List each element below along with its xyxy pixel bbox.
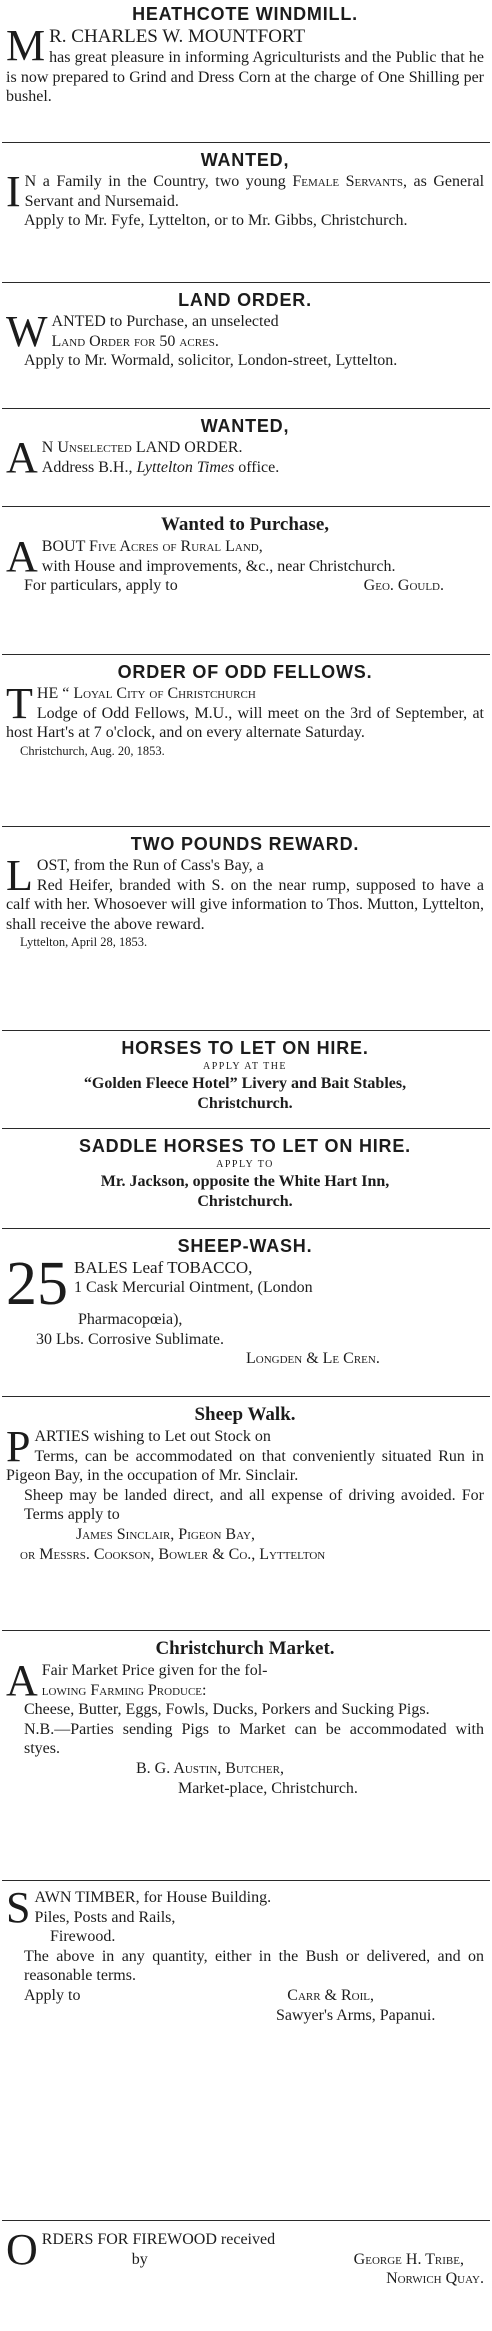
ad-body: Mr. Jackson, opposite the White Hart Inn,	[100, 1173, 390, 1190]
ad-body: N a Family in the Country, two young Female Servants, as General Servant and Nursemaid.	[24, 173, 485, 210]
drop-cap: L	[6, 851, 33, 900]
divider	[2, 142, 490, 143]
ad-signature: B. G. Austin, Butcher,	[136, 1759, 284, 1777]
ad-heading: TWO POUNDS REWARD.	[130, 834, 360, 854]
drop-cap: W	[6, 307, 48, 356]
divider	[2, 408, 490, 409]
ad-heading: Wanted to Purchase,	[160, 514, 329, 535]
ad-apply: Apply to Mr. Wormald, solicitor, London-street, Lyttelton.	[24, 352, 398, 370]
ad-signature-row: by George H. Tribe,	[131, 2250, 464, 2268]
ad-firewood	[6, 2225, 484, 2289]
ad-body: Piles, Posts and Rails,	[34, 1908, 176, 1926]
ad-sheep-wash	[6, 1234, 484, 1369]
ad-date: Christchurch, Aug. 20, 1853.	[20, 743, 165, 758]
ad-body: Sheep may be landed direct, and all expense of driving avoided. For Terms apply to	[24, 1486, 484, 1524]
ad-signature: Sawyer's Arms, Papanui.	[276, 2006, 436, 2024]
ad-body: OST, from the Run of Cass's Bay, a	[36, 857, 264, 874]
ad-apply-label: APPLY TO	[216, 1159, 274, 1170]
ad-body: Terms, can be accommodated on that conveniently situated Run in Pigeon Bay, in the occupation of Mr. Sinclair.	[6, 1447, 484, 1485]
divider	[2, 506, 490, 507]
big-number: 25	[6, 1250, 68, 1318]
ad-body: Pharmacopœia),	[78, 1311, 183, 1328]
divider	[2, 282, 490, 283]
ad-contact: James Sinclair, Pigeon Bay,	[76, 1525, 255, 1543]
ad-body: BALES Leaf TOBACCO,	[74, 1258, 253, 1277]
divider	[2, 1880, 490, 1881]
ad-reward	[6, 832, 484, 951]
ad-timber	[6, 1883, 484, 2025]
ad-saddle-horses	[6, 1134, 484, 1211]
ad-heading: ORDER OF ODD FELLOWS.	[117, 662, 373, 682]
ad-body: “Golden Fleece Hotel” Livery and Bait Stables,	[83, 1075, 407, 1092]
drop-cap: O	[6, 2225, 38, 2274]
ad-wanted-land	[6, 414, 484, 482]
ad-heading: HEATHCOTE WINDMILL.	[132, 4, 358, 24]
ad-body: Christchurch.	[197, 1192, 293, 1210]
ad-body: BOUT Five Acres of Rural Land,	[41, 538, 263, 555]
ad-body: Red Heifer, branded with S. on the near rump, supposed to have a calf with her. Whosoever will give information to Thos. Mutton, Lyttelton, shall receive the above reward.	[6, 876, 484, 933]
divider	[2, 1030, 490, 1031]
ad-body: 30 Lbs. Corrosive Sublimate.	[36, 1330, 224, 1348]
divider	[2, 2220, 490, 2221]
ad-body: 1 Cask Mercurial Ointment, (London	[74, 1278, 313, 1296]
ad-heading: HORSES TO LET ON HIRE.	[121, 1038, 369, 1058]
ad-contact: or Messrs. Cookson, Bowler & Co., Lyttelton	[20, 1545, 326, 1563]
divider	[2, 1228, 490, 1229]
drop-cap: P	[6, 1422, 31, 1471]
divider	[2, 1630, 490, 1631]
ad-odd-fellows	[6, 660, 484, 760]
ad-heading: WANTED,	[200, 150, 290, 170]
ad-heading: Sheep Walk.	[194, 1404, 296, 1425]
drop-cap: S	[6, 1883, 31, 1932]
ad-body: Land Order for 50 acres.	[51, 332, 219, 350]
ad-body: Lodge of Odd Fellows, M.U., will meet on the 3rd of September, at host Hart's at 7 o'clock, and on every alternate Saturday.	[6, 704, 484, 742]
ad-body: Firewood.	[50, 1928, 116, 1946]
ad-body: has great pleasure in informing Agriculturists and the Public that he is now prepared to Grind and Dress Corn at the charge of One Shilling per bushel.	[6, 49, 484, 106]
ad-body: ANTED to Purchase, an unselected	[51, 313, 279, 330]
ad-apply: Apply to Mr. Fyfe, Lyttelton, or to Mr. Gibbs, Christchurch.	[24, 212, 408, 230]
ad-purchase	[6, 512, 484, 596]
ad-body: RDERS FOR FIREWOOD received	[41, 2231, 276, 2248]
ad-heading: SADDLE HORSES TO LET ON HIRE.	[79, 1136, 411, 1156]
ad-market	[6, 1636, 484, 1798]
drop-cap: M	[6, 21, 46, 70]
ad-first-line: R. CHARLES W. MOUNTFORT	[49, 26, 306, 47]
divider	[2, 826, 490, 827]
ad-note: N.B.—Parties sending Pigs to Market can be accommodated with styes.	[24, 1720, 484, 1758]
ad-body: Fair Market Price given for the fol-	[41, 1662, 268, 1679]
ad-body: AWN TIMBER, for House Building.	[34, 1889, 272, 1906]
ad-signature: Longden & Le Cren.	[246, 1350, 380, 1368]
drop-cap: A	[6, 532, 38, 581]
drop-cap: I	[6, 167, 21, 216]
ad-wanted-servants	[6, 148, 484, 231]
ad-body: Christchurch.	[197, 1094, 293, 1112]
ad-signature: Market-place, Christchurch.	[178, 1779, 358, 1797]
ad-body: Address B.H., Lyttelton Times office.	[41, 458, 280, 476]
ad-body: Cheese, Butter, Eggs, Fowls, Ducks, Porkers and Sucking Pigs.	[24, 1701, 430, 1719]
ad-heading: SHEEP-WASH.	[177, 1236, 313, 1256]
ad-land-order	[6, 288, 484, 371]
ad-body: lowing Farming Produce:	[41, 1681, 207, 1699]
ad-heading: WANTED,	[200, 416, 290, 436]
ad-apply-label: APPLY AT THE	[202, 1061, 288, 1072]
ad-body: The above in any quantity, either in the Bush or delivered, and on reasonable terms.	[24, 1947, 484, 1985]
ad-signature: Norwich Quay.	[386, 2270, 484, 2288]
drop-cap: A	[6, 433, 38, 482]
ad-body: N Unselected LAND ORDER.	[41, 439, 243, 456]
divider	[2, 654, 490, 655]
ad-body: with House and improvements, &c., near Christchurch.	[41, 557, 396, 575]
ad-date: Lyttelton, April 28, 1853.	[20, 935, 148, 950]
ad-windmill	[6, 2, 484, 107]
ad-heading: LAND ORDER.	[178, 290, 312, 310]
drop-cap: A	[6, 1656, 38, 1705]
ad-sheep-walk	[6, 1402, 484, 1564]
ad-horses	[6, 1036, 484, 1113]
ad-apply: For particulars, apply to Geo. Gould.	[24, 577, 444, 595]
ad-apply: Apply to Carr & Roil,	[24, 1986, 374, 2004]
divider	[2, 1396, 490, 1397]
ad-heading: Christchurch Market.	[155, 1638, 335, 1659]
ad-body: ARTIES wishing to Let out Stock on	[34, 1428, 271, 1445]
ad-body: HE “ Loyal City of Christchurch	[36, 685, 256, 702]
divider	[2, 1128, 490, 1129]
drop-cap: T	[6, 679, 33, 728]
